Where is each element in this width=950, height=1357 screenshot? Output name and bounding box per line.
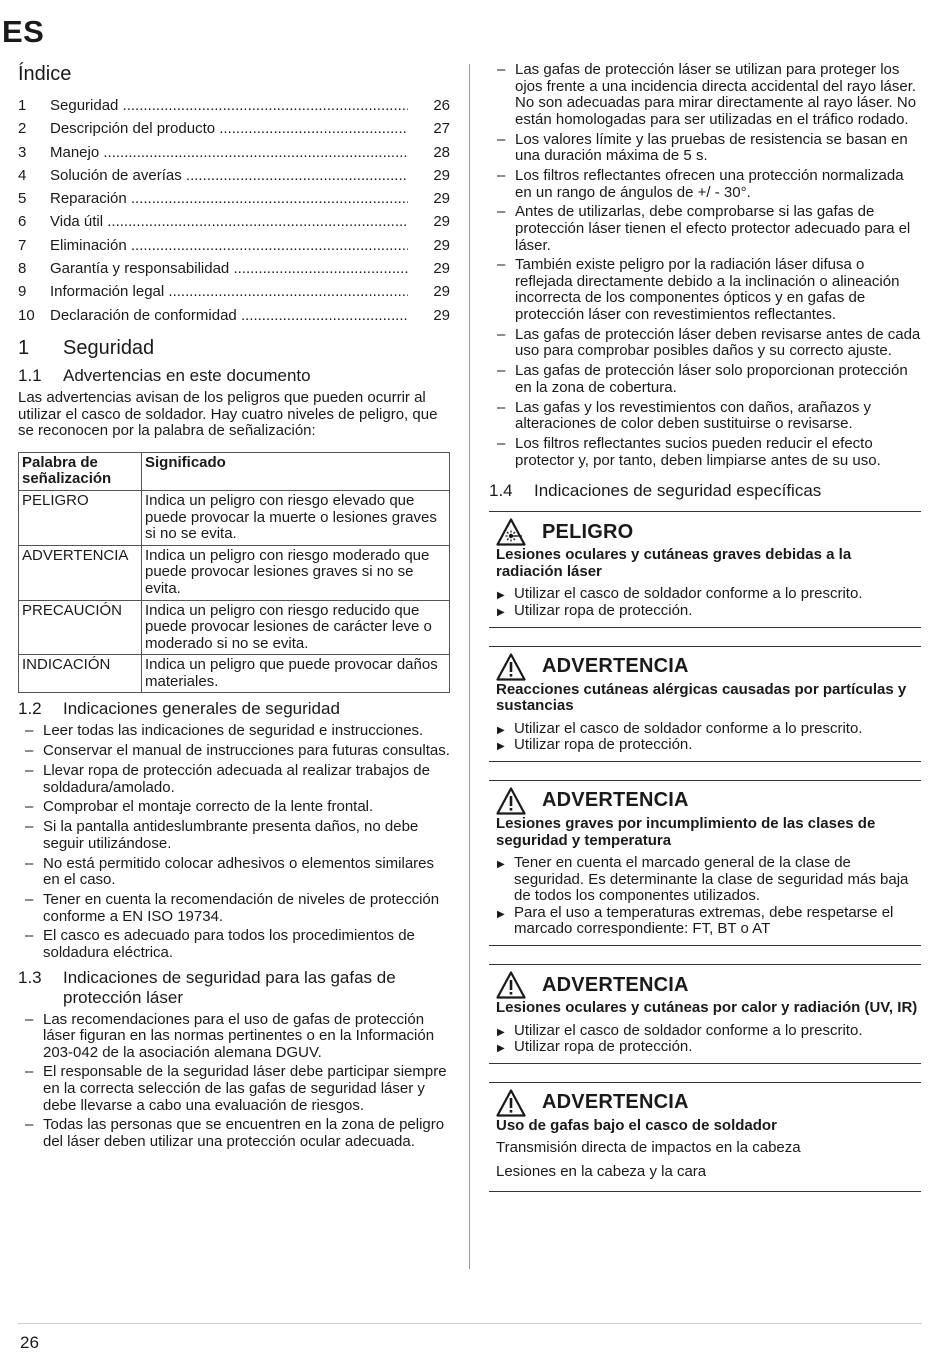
list-item: – Comprobar el montaje correcto de la lente frontal. [18,799,450,816]
general-safety-list [18,723,450,961]
toc-entry[interactable] [18,117,450,140]
toc-page: 27 [433,120,450,138]
list-item: ▶ Tener en cuenta el marcado general de la clase de seguridad. Es determinante la clase de seguridad más baja de todos los componentes utilizados. [496,855,921,905]
toc-entry[interactable] [18,234,450,257]
warning-title: ADVERTENCIA [542,973,689,996]
warning-subtitle: Uso de gafas bajo el casco de soldador [496,1116,777,1134]
list-item: – Todas las personas que se encuentren en la zona de peligro del láser deben utilizar una protección ocular adecuada. [18,1117,450,1150]
warning-title: ADVERTENCIA [542,655,689,678]
toc-label: Declaración de conformidad ..... [50,304,408,327]
list-item: – El casco es adecuado para todos los procedimientos de soldadura eléctrica. [18,928,450,961]
toc-page: 29 [433,213,450,231]
list-item: ▶ Utilizar ropa de protección. [496,737,921,754]
warning-header [496,786,921,816]
table-header-row [19,452,450,490]
laser-goggles-list [18,1012,450,1151]
toc-entry[interactable] [18,210,450,233]
list-item: – Los valores límite y las pruebas de resistencia se basan en una duración máxima de 5 s. [489,132,921,165]
left-column [18,60,450,1155]
toc-page: 29 [433,260,450,278]
toc-number: 7 [18,236,27,254]
list-item: ▶ Utilizar el casco de soldador conforme a lo prescrito. [496,721,921,738]
warning-title: ADVERTENCIA [542,1091,689,1114]
list-item: ▶ Utilizar ropa de protección. [496,1039,921,1056]
list-item: ▶ Utilizar el casco de soldador conforme a lo prescrito. [496,586,921,603]
footer-rule [18,1323,922,1324]
section-title: Indicaciones de seguridad para las gafas de protección láser [63,967,396,1007]
table-row [19,490,450,545]
list-item: – Las gafas de protección láser solo proporcionan protección en la zona de cobertura. [489,363,921,396]
list-item: – El responsable de la seguridad láser debe participar siempre en la correcta selección de las gafas de seguridad láser y debe llevarse a cabo una evaluación de riesgos. [18,1064,450,1114]
exclamation-warning-icon [496,971,526,999]
warning-subtitle: Lesiones graves por incumplimiento de las clases de seguridad y temperatura [496,814,876,849]
right-column [489,62,921,1210]
warning-consequence: Transmisión directa de impactos en la cabeza [496,1139,801,1157]
section-heading-1-3 [18,968,450,1008]
section-body: Las advertencias avisan de los peligros que pueden ocurrir al utilizar el casco de soldador. Hay cuatro niveles de peligro, que se reconocen por la palabra de señalización: [18,388,438,440]
section-title: Indicaciones de seguridad específicas [534,481,822,501]
warning-header [496,652,921,682]
signal-word-cell: PRECAUCIÓN [19,600,142,655]
toc-label: Descripción del producto ..... [50,117,408,140]
column-divider [469,64,470,1269]
toc-label: Seguridad ..... [50,94,408,117]
toc-number: 3 [18,143,27,161]
toc-entry[interactable] [18,280,450,303]
list-item: – Antes de utilizarlas, debe comprobarse si las gafas de protección láser tienen el efecto protector adecuado para el láser. [489,204,921,254]
signal-word-cell: INDICACIÓN [19,655,142,693]
exclamation-warning-icon [496,653,526,681]
warning-subtitle: Reacciones cutáneas alérgicas causadas por partículas y sustancias [496,680,907,715]
section-heading-1-1 [18,366,450,386]
list-item: – Las recomendaciones para el uso de gafas de protección láser figuran en las normas pertinentes o en la Información 203-042 de la asociación alemana DGUV. [18,1012,450,1062]
toc-number: 6 [18,213,27,231]
page-number: 26 [20,1333,39,1352]
warning-box-warning [489,1082,921,1193]
list-item: – No está permitido colocar adhesivos o elementos similares en el caso. [18,856,450,889]
section-title: Seguridad [63,336,155,359]
list-item: ▶ Utilizar ropa de protección. [496,603,921,620]
table-header-cell: Significado [142,452,450,490]
warning-box-warning [489,964,921,1064]
warning-header [496,517,921,547]
list-item: – Las gafas y los revestimientos con daños, arañazos y alteraciones de color deben sustituirse o revisarse. [489,400,921,433]
language-code: ES [2,14,45,49]
signal-word-cell: PELIGRO [19,490,142,545]
toc-number: 9 [18,283,27,301]
signal-word-cell: ADVERTENCIA [19,545,142,600]
toc-label: Manejo ..... [50,141,408,164]
toc-label: Garantía y responsabilidad ..... [50,257,408,280]
toc-label: Vida útil ..... [50,210,408,233]
meaning-cell: Indica un peligro con riesgo moderado que puede provocar lesiones graves si no se evita. [142,545,450,600]
warning-measures [496,586,921,619]
toc-entry[interactable] [18,164,450,187]
exclamation-warning-icon [496,787,526,815]
toc-number: 4 [18,166,27,184]
warning-measures [496,721,921,754]
toc-number: 1 [18,97,27,114]
list-item: – Leer todas las indicaciones de seguridad e instrucciones. [18,723,450,740]
exclamation-warning-icon [496,1089,526,1117]
list-item: – Conservar el manual de instrucciones para futuras consultas. [18,743,450,760]
meaning-cell: Indica un peligro con riesgo elevado que puede provocar la muerte o lesiones graves si no se evita. [142,490,450,545]
section-number: 1.3 [18,967,42,987]
toc-entry[interactable] [18,141,450,164]
toc-page: 29 [433,236,450,254]
table-header-cell: Palabra de señalización [19,452,142,490]
warning-subtitle: Lesiones oculares y cutáneas por calor y radiación (UV, IR) [496,999,918,1017]
section-heading-1 [18,337,450,360]
warning-consequence: Lesiones en la cabeza y la cara [496,1163,707,1181]
toc-entry[interactable] [18,94,450,117]
signal-word-table [18,452,450,694]
toc-page: 26 [433,97,450,114]
list-item: – También existe peligro por la radiación láser difusa o reflejada directamente debido a la inclinación o alineación incorrecta de los componentes ópticos y en gafas de protección láser con revestimientos reflectantes. [489,257,921,323]
toc-page: 29 [433,166,450,184]
table-of-contents [18,94,450,327]
toc-title: Índice [18,63,72,85]
section-title: Advertencias en este documento [63,365,311,385]
warning-measures [496,855,921,938]
toc-entry[interactable] [18,304,450,327]
toc-label: Eliminación ..... [50,234,408,257]
toc-page: 29 [433,190,450,208]
section-number: 1.2 [18,699,42,719]
section-number: 1 [18,336,30,359]
list-item: – Las gafas de protección láser se utilizan para proteger los ojos frente a una incidencia directa accidental del rayo láser. No son adecuadas para mirar directamente al rayo láser. No están homologadas para ser utilizadas en el tráfico rodado. [489,62,921,128]
table-row [19,600,450,655]
warning-box-danger [489,511,921,627]
warning-subtitle: Lesiones oculares y cutáneas graves debidas a la radiación láser [496,546,852,580]
warning-header [496,1088,921,1118]
section-heading-1-4 [489,481,921,501]
section-heading-1-2 [18,699,450,719]
section-title: Indicaciones generales de seguridad [63,699,340,719]
toc-entry[interactable] [18,187,450,210]
warning-box-warning [489,646,921,762]
toc-page: 28 [433,143,450,161]
warning-header [496,970,921,1000]
list-item: – Llevar ropa de protección adecuada al realizar trabajos de soldadura/amolado. [18,763,450,796]
toc-page: 29 [433,306,450,324]
warning-title: ADVERTENCIA [542,789,689,812]
warning-measures [496,1023,921,1056]
warning-box-warning [489,780,921,946]
toc-number: 2 [18,120,27,138]
table-row [19,655,450,693]
toc-label: Reparación ..... [50,187,408,210]
laser-warning-icon [496,518,526,546]
list-item: ▶ Utilizar el casco de soldador conforme a lo prescrito. [496,1023,921,1040]
laser-goggles-list-continued [489,62,921,469]
toc-number: 8 [18,260,27,278]
list-item: ▶ Para el uso a temperaturas extremas, debe respetarse el marcado correspondiente: FT, BT o AT [496,905,921,938]
list-item: – Los filtros reflectantes sucios pueden reducir el efecto protector y, por tanto, deben limpiarse antes de su uso. [489,436,921,469]
section-number: 1.4 [489,481,513,501]
toc-number: 5 [18,190,27,208]
list-item: – Si la pantalla antideslumbrante presenta daños, no debe seguir utilizándose. [18,819,450,852]
toc-label: Información legal ..... [50,280,408,303]
list-item: – Las gafas de protección láser deben revisarse antes de cada uso para comprobar posibles daños y su correcto ajuste. [489,327,921,360]
meaning-cell: Indica un peligro con riesgo reducido que puede provocar lesiones de carácter leve o moderado si no se evita. [142,600,450,655]
section-number: 1.1 [18,365,42,385]
table-row [19,545,450,600]
toc-label: Solución de averías ..... [50,164,408,187]
toc-number: 10 [18,306,35,324]
toc-page: 29 [433,283,450,301]
warning-title: PELIGRO [542,520,634,543]
list-item: – Los filtros reflectantes ofrecen una protección normalizada en un rango de ángulos de +/ - 30°. [489,168,921,201]
meaning-cell: Indica un peligro que puede provocar daños materiales. [142,655,450,693]
list-item: – Tener en cuenta la recomendación de niveles de protección conforme a EN ISO 19734. [18,892,450,925]
toc-entry[interactable] [18,257,450,280]
